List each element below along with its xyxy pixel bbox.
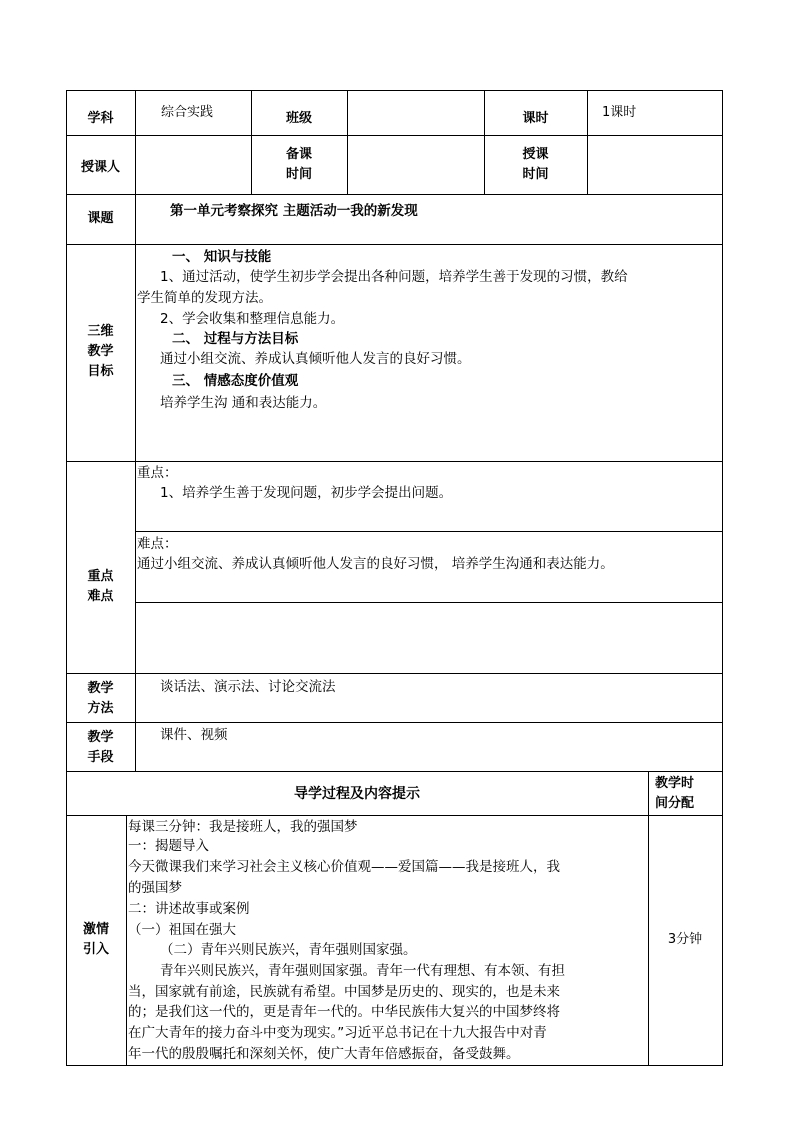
objective-text: 通过小组交流、养成认真倾听他人发言的良好习惯。 xyxy=(160,351,471,367)
intro-line: 今天微课我们来学习社会主义核心价值观——爱国篇——我是接班人，我 xyxy=(128,859,560,875)
difficult-point-title: 难点： xyxy=(137,536,178,552)
period-label: 课时 xyxy=(522,111,549,126)
intro-time: 3分钟 xyxy=(667,932,703,947)
intro-line: 青年兴则民族兴，青年强则国家强。青年一代有理想、有本领、有担 xyxy=(160,963,565,979)
intro-line: 二：讲述故事或案例 xyxy=(128,901,250,917)
difficult-point-text: 通过小组交流、养成认真倾听他人发言的良好习惯， 培养学生沟通和表达能力。 xyxy=(137,556,614,572)
time-allocation-label-1: 教学时 xyxy=(655,776,695,791)
keypoints-label-2: 难点 xyxy=(87,589,114,604)
intro-line: 的；是我们这一代的，更是青年一代的。中华民族伟大复兴的中国梦终将 xyxy=(128,1004,560,1020)
objectives-label-2: 教学 xyxy=(87,344,114,359)
objective-heading-attitude: 三、 情感态度价值观 xyxy=(172,373,299,389)
objectives-label-1: 三维 xyxy=(87,324,114,339)
teacher-label: 授课人 xyxy=(80,160,120,175)
prep-time-label-2: 时间 xyxy=(285,167,312,182)
key-point-title: 重点： xyxy=(137,465,178,481)
intro-line: （一）祖国在强大 xyxy=(128,922,236,938)
topic-value: 第一单元考察探究 主题活动一我的新发现 xyxy=(170,203,418,219)
key-point-text: 1、培养学生善于发现问题，初步学会提出问题。 xyxy=(160,485,453,501)
methods-value: 谈话法、演示法、讨论交流法 xyxy=(160,679,336,695)
period-value: 1课时 xyxy=(602,105,637,120)
time-allocation-label-2: 间分配 xyxy=(655,796,695,811)
process-header-title: 导学过程及内容提示 xyxy=(294,786,420,802)
class-time-label-2: 时间 xyxy=(522,167,549,182)
objective-text: 学生简单的发现方法。 xyxy=(137,290,272,306)
intro-line: （二）青年兴则民族兴，青年强则国家强。 xyxy=(160,942,417,958)
objective-text: 培养学生沟 通和表达能力。 xyxy=(160,395,327,411)
objective-heading-process: 二、 过程与方法目标 xyxy=(172,331,299,347)
means-value: 课件、视频 xyxy=(160,727,228,743)
class-label: 班级 xyxy=(285,111,312,126)
methods-label-2: 方法 xyxy=(87,701,114,716)
means-label-1: 教学 xyxy=(87,730,114,745)
subject-label: 学科 xyxy=(87,111,114,126)
objectives-label-3: 目标 xyxy=(87,364,114,379)
intro-line: 每课三分钟：我是接班人，我的强国梦 xyxy=(128,819,358,835)
intro-label-1: 激情 xyxy=(82,922,109,937)
intro-line: 年一代的殷殷嘱托和深刻关怀，使广大青年倍感振奋，备受鼓舞。 xyxy=(128,1046,520,1062)
objective-heading-knowledge: 一、 知识与技能 xyxy=(172,249,272,265)
intro-line: 当，国家就有前途，民族就有希望。中国梦是历史的、现实的，也是未来 xyxy=(128,984,560,1000)
means-label-2: 手段 xyxy=(87,750,114,765)
objective-text: 2、学会收集和整理信息能力。 xyxy=(160,311,345,327)
intro-line: 的强国梦 xyxy=(128,880,182,896)
keypoints-label-1: 重点 xyxy=(87,569,114,584)
objective-text: 1、通过活动，使学生初步学会提出各种问题，培养学生善于发现的习惯，教给 xyxy=(160,269,628,285)
topic-label: 课题 xyxy=(87,211,114,226)
class-time-label-1: 授课 xyxy=(522,147,549,162)
subject-value: 综合实践 xyxy=(161,105,214,120)
methods-label-1: 教学 xyxy=(87,681,114,696)
intro-label-2: 引入 xyxy=(82,942,109,957)
prep-time-label-1: 备课 xyxy=(285,147,312,162)
intro-line: 一：揭题导入 xyxy=(128,838,209,854)
intro-line: 在广大青年的接力奋斗中变为现实。”习近平总书记在十九大报告中对青 xyxy=(128,1025,547,1041)
